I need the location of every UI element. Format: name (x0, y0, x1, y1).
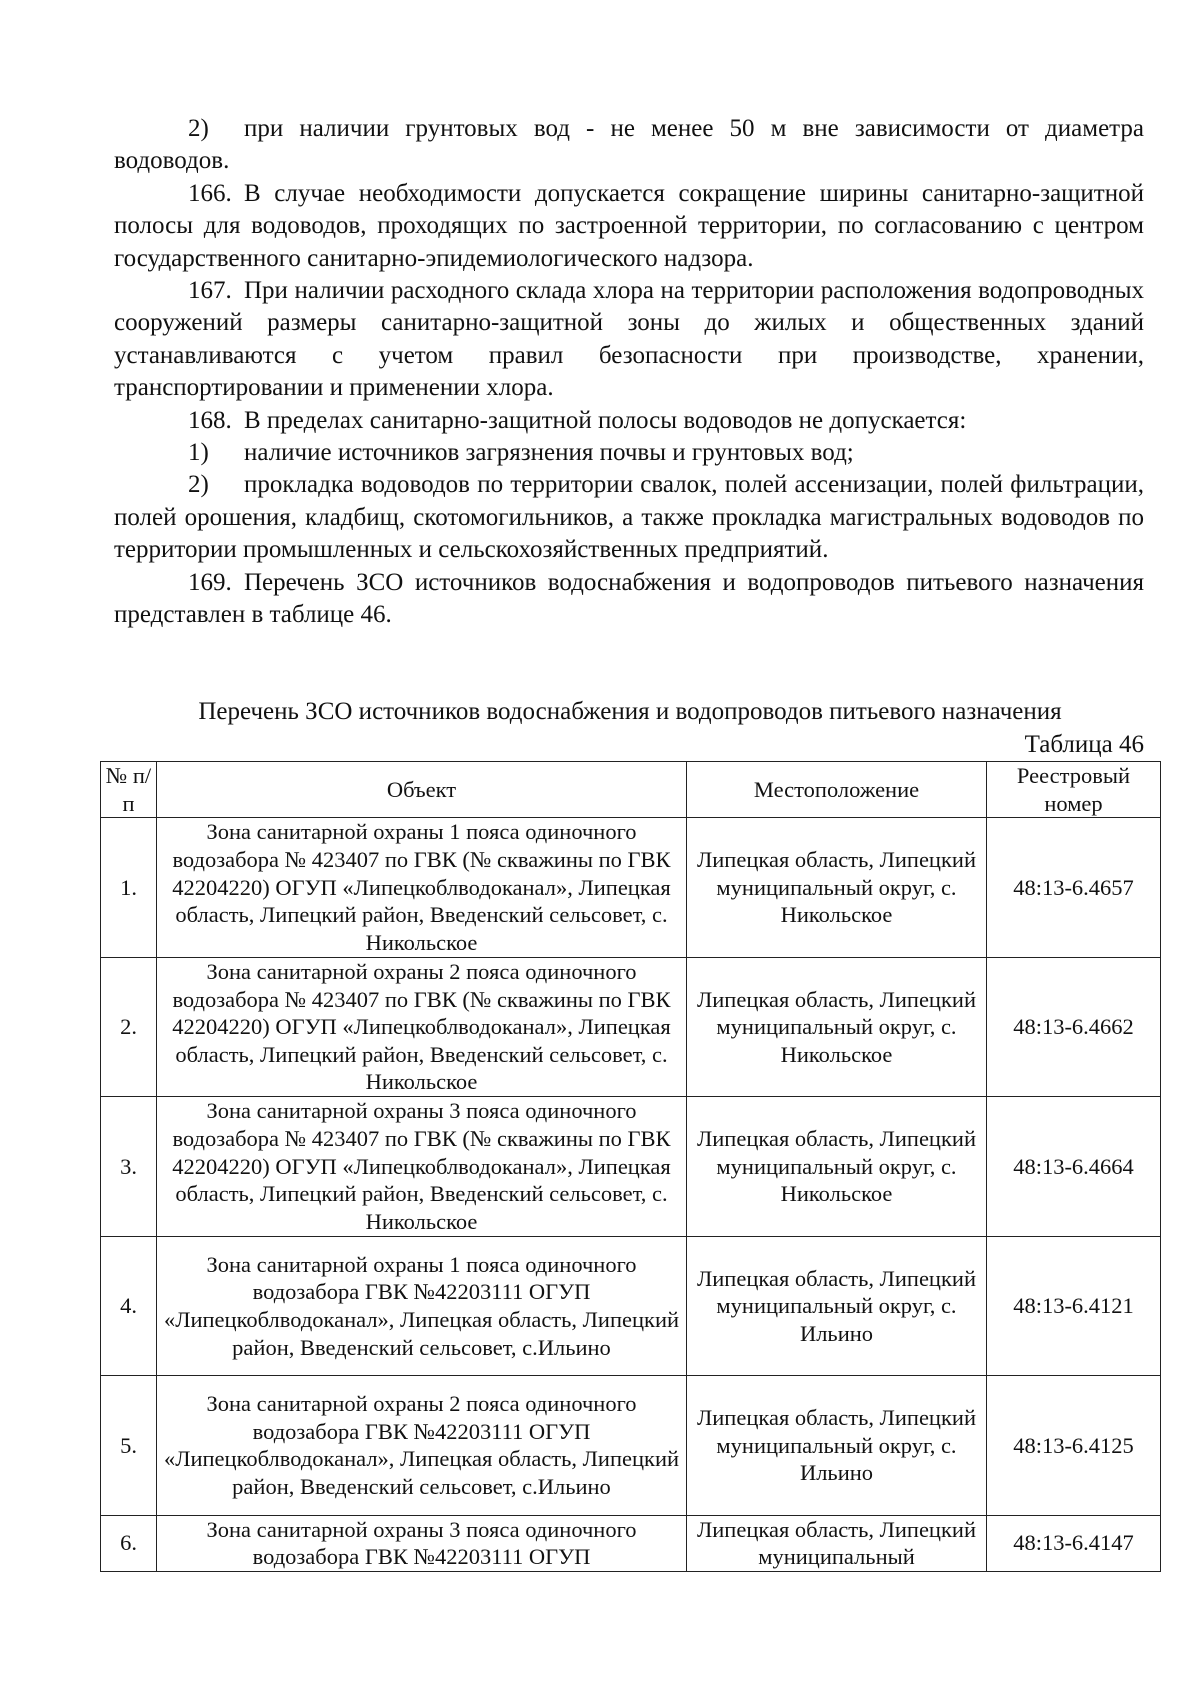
cell-registry: 48:13-6.4657 (987, 818, 1161, 958)
cell-object: Зона санитарной охраны 2 пояса одиночного водозабора ГВК №42203111 ОГУП «Липецкоблводоканал», Липецкая область, Липецкий район, Введенский сельсовет, с.Ильино (157, 1376, 687, 1516)
zso-table (100, 761, 1161, 1572)
paragraph-text: Перечень ЗСО источников водоснабжения и водопроводов питьевого назначения представлен в таблице 46. (114, 568, 1144, 629)
paragraph-text: В пределах санитарно-защитной полосы водоводов не допускается: (244, 406, 967, 434)
paragraph (114, 275, 1144, 405)
cell-registry: 48:13-6.4125 (987, 1376, 1161, 1516)
cell-object: Зона санитарной охраны 1 пояса одиночного водозабора № 423407 по ГВК (№ скважины по ГВК 42204220) ОГУП «Липецкоблводоканал», Липецкая область, Липецкий район, Введенский сельсовет, с. Никольское (157, 818, 687, 958)
paragraph-number: 2) (188, 471, 209, 499)
cell-location: Липецкая область, Липецкий муниципальный округ, с. Никольское (687, 818, 987, 958)
cell-registry: 48:13-6.4662 (987, 957, 1161, 1097)
paragraph (114, 178, 1144, 275)
table-caption: Перечень ЗСО источников водоснабжения и водопроводов питьевого назначения (198, 698, 1062, 725)
paragraph-number: 1) (188, 439, 209, 467)
cell-num: 3. (101, 1097, 157, 1237)
paragraph (114, 437, 1144, 469)
paragraph-number: 167. (188, 277, 232, 305)
paragraph (114, 469, 1144, 566)
table-row (101, 1097, 1161, 1237)
paragraph-text: при наличии грунтовых вод - не менее 50 м вне зависимости от диаметра водоводов. (114, 115, 1144, 175)
paragraph (114, 567, 1144, 632)
cell-num: 2. (101, 957, 157, 1097)
table-label: Таблица 46 (1024, 731, 1144, 758)
table-row (101, 1515, 1161, 1571)
cell-object: Зона санитарной охраны 3 пояса одиночного водозабора № 423407 по ГВК (№ скважины по ГВК 42204220) ОГУП «Липецкоблводоканал», Липецкая область, Липецкий район, Введенский сельсовет, с. Никольское (157, 1097, 687, 1237)
paragraph-text: При наличии расходного склада хлора на территории расположения водопроводных сооружений размеры санитарно-защитной зоны до жилых и общественных зданий устанавливаются с учетом правил безопасности при производстве, хранении, транспортировании и применении хлора. (114, 277, 1144, 402)
paragraph-text: В случае необходимости допускается сокращение ширины санитарно-защитной полосы для водоводов, проходящих по застроенной территории, по согласованию с центром государственного санитарно-эпидемиологического надзора. (114, 179, 1144, 272)
cell-num: 1. (101, 818, 157, 958)
cell-registry: 48:13-6.4121 (987, 1236, 1161, 1376)
paragraph-number: 166. (188, 179, 232, 207)
cell-object: Зона санитарной охраны 2 пояса одиночного водозабора № 423407 по ГВК (№ скважины по ГВК 42204220) ОГУП «Липецкоблводоканал», Липецкая область, Липецкий район, Введенский сельсовет, с. Никольское (157, 957, 687, 1097)
cell-location: Липецкая область, Липецкий муниципальный округ, с. Ильино (687, 1236, 987, 1376)
cell-num: 5. (101, 1376, 157, 1516)
paragraph (114, 113, 1144, 178)
cell-location: Липецкая область, Липецкий муниципальный (687, 1515, 987, 1571)
cell-object: Зона санитарной охраны 1 пояса одиночного водозабора ГВК №42203111 ОГУП «Липецкоблводоканал», Липецкая область, Липецкий район, Введенский сельсовет, с.Ильино (157, 1236, 687, 1376)
cell-location: Липецкая область, Липецкий муниципальный округ, с. Никольское (687, 957, 987, 1097)
body-text (114, 113, 1144, 632)
table-row (101, 1376, 1161, 1516)
table-header-row (101, 762, 1161, 818)
cell-location: Липецкая область, Липецкий муниципальный округ, с. Ильино (687, 1376, 987, 1516)
cell-num: 6. (101, 1515, 157, 1571)
header-registry: Реестровый номер (987, 762, 1161, 818)
paragraph-text: наличие источников загрязнения почвы и грунтовых вод; (244, 439, 854, 467)
header-num: № п/п (101, 762, 157, 818)
cell-num: 4. (101, 1236, 157, 1376)
paragraph-text: прокладка водоводов по территории свалок, полей ассенизации, полей фильтрации, полей орошения, кладбищ, скотомогильников, а также прокладка магистральных водоводов по территории промышленных и сельскохозяйственных предприятий. (114, 471, 1144, 564)
paragraph-number: 2) (188, 115, 209, 142)
cell-registry: 48:13-6.4664 (987, 1097, 1161, 1237)
cell-registry: 48:13-6.4147 (987, 1515, 1161, 1571)
header-location: Местоположение (687, 762, 987, 818)
paragraph-number: 168. (188, 406, 232, 434)
paragraph-number: 169. (188, 568, 232, 596)
table-row (101, 818, 1161, 958)
table-row (101, 1236, 1161, 1376)
paragraph (114, 405, 1144, 437)
cell-location: Липецкая область, Липецкий муниципальный округ, с. Никольское (687, 1097, 987, 1237)
cell-object: Зона санитарной охраны 3 пояса одиночного водозабора ГВК №42203111 ОГУП (157, 1515, 687, 1571)
header-object: Объект (157, 762, 687, 818)
table-row (101, 957, 1161, 1097)
